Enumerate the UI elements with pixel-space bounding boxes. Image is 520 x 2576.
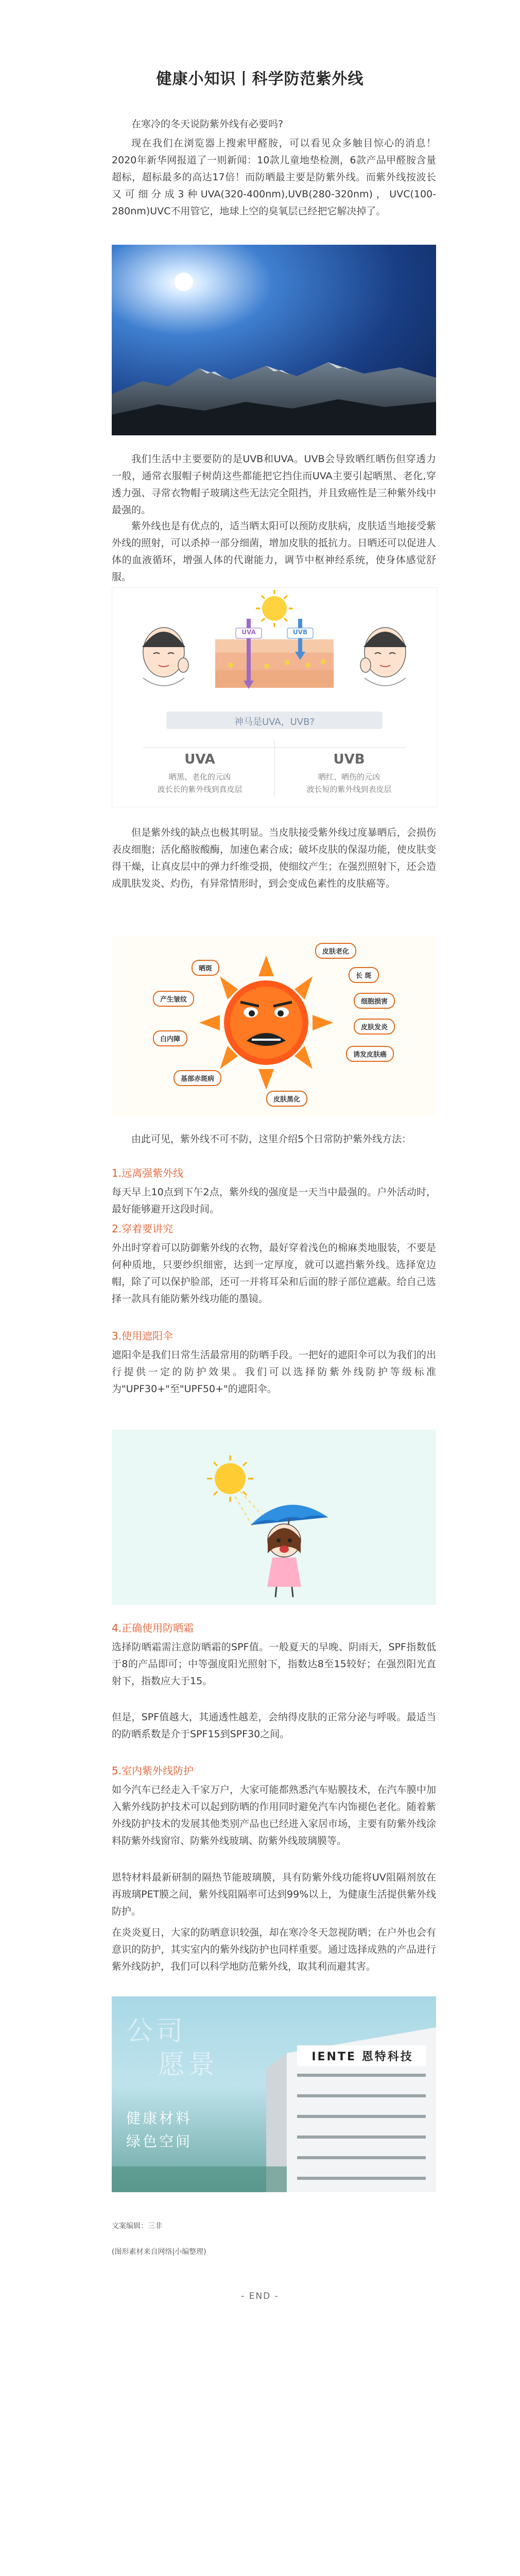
tip-4-text-b: 但是，SPF值越大，其通透性越差，会纳得皮肤的正常分泌与呼吸。最适当的防晒系数是介于SPF15到SPF30之间。 — [112, 1711, 436, 1740]
article-title: 健康小知识丨科学防范紫外线 — [156, 70, 364, 88]
harm-label-cataract: 白内障 — [153, 1030, 187, 1046]
banner-line-1: 健康材料 — [126, 2110, 193, 2127]
uvb-desc-2: 波长短的紫外线到表皮层 — [306, 785, 392, 794]
uvb-title: UVB — [333, 752, 365, 767]
banner-big-1: 公司 — [126, 2016, 186, 2047]
banner-line-2: 绿色空间 — [126, 2133, 193, 2150]
tip-2-text: 外出时穿着可以防御紫外线的衣物，最好穿着浅色的棉麻类地服装，不要是何种质地，只要纱织细密，达到一定厚度，就可以遮挡紫外线。选择宽边帽，除了可以保护脸部，还可一并将耳朵和后面的脖子部位遮蔽。给自己选择一款具有能防紫外线功能的墨镜。 — [112, 1242, 436, 1304]
uva-uvb-figure — [112, 587, 437, 807]
uvb-desc-1: 晒红、晒伤的元凶 — [318, 772, 380, 782]
sky-mountain-photo — [112, 245, 436, 435]
editor-credit: 文案编辑：三非 — [112, 2222, 162, 2230]
tip-2-heading: 2.穿着要讲究 — [112, 1223, 174, 1235]
uva-arrow-label: UVA — [241, 629, 256, 636]
harm-label-cell-damage: 细胞损害 — [354, 993, 395, 1009]
harm-label-wrinkles: 产生皱纹 — [153, 991, 194, 1007]
uvb-arrow-label: UVB — [292, 629, 308, 636]
girl-illustration — [267, 1524, 301, 1597]
tip-1-text: 每天早上10点到下午2点，紫外线的强度是一天当中最强的。户外活动时，最好能够避开这段时间。 — [112, 1187, 436, 1215]
sun-icon — [207, 1455, 253, 1502]
source-note: (图形素材来自网络|小编整理) — [112, 2248, 206, 2256]
paragraph-2: 我们生活中主要要防的是UVB和UVA。UVB会导致晒红晒伤但穿透力一般，通常衣服帽子树荫这些都能把它挡住而UVA主要引起晒黑、老化,穿透力强、寻常衣物帽子玻璃这些无法完全阻挡，并且致癌性是三种紫外线中最强的。 — [112, 453, 436, 516]
tip-5-text-c: 在炎炎夏日，大家的防晒意识较强，却在寒冷冬天忽视防晒；在户外也会有意识的防护，其实室内的紫外线防护也同样重要。通过选择成熟的产品进行紫外线防护，我们可以科学地防范紫外线，取其利而避其害。 — [112, 1927, 436, 1972]
uva-desc-1: 晒黑、老化的元凶 — [168, 772, 231, 782]
uva-desc-2: 波长长的紫外线到真皮层 — [157, 785, 242, 794]
paragraph-4: 但是紫外线的缺点也极其明显。当皮肤接受紫外线过度暴晒后，会损伤表皮细胞；活化酪胺酸酶，加速色素合成；破坏皮肤的保湿功能，使皮肤变得干燥，让真皮层中的弹力纤维受损，使细纹产生；在强烈照射下，还会造成肌肤发炎、灼伤，有异常情形时，到会变成色素性的皮肤癌等。 — [112, 827, 436, 889]
banner-big-2: 愿景 — [158, 2049, 218, 2080]
uv-question: 神马是UVA，UVB? — [234, 717, 315, 727]
uva-title: UVA — [184, 752, 215, 767]
tip-5-text-a: 如今汽车已经走入千家万户，大家可能都熟悉汽车贴膜技术，在汽车膜中加入紫外线防护技术可以起到防晒的作用同时避免汽车内饰褪色老化。随着紫外线防护技术的发展其他类别产品也已经进入家居市场，主要有防紫外线涂料防紫外线窗帘、防紫外线玻璃、防紫外线玻璃膜等。 — [112, 1784, 436, 1846]
harm-label-inflammation: 皮肤发炎 — [354, 1019, 395, 1035]
harm-label-aging: 皮肤老化 — [315, 943, 356, 959]
harm-label-sunburn: 晒斑 — [192, 960, 219, 976]
harm-label-darkening: 皮肤黑化 — [266, 1091, 307, 1107]
tip-5-text-b: 恩特材料最新研制的隔热节能玻璃膜，具有防紫外线功能将UV阻隔剂放在再玻璃PET膜之间，紫外线阻隔率可达到99%以上，为健康生活提供紫外线防护。 — [112, 1872, 436, 1917]
tip-3-heading: 3.使用遮阳伞 — [112, 1330, 174, 1342]
uv-harm-figure — [112, 935, 436, 1115]
end-mark: - END - — [241, 2291, 279, 2301]
building-sign: IENTE 恩特科技 — [311, 2050, 413, 2063]
harm-label-spots: 长 斑 — [349, 967, 379, 983]
tip-5-heading: 5.室内紫外线防护 — [112, 1765, 194, 1777]
tip-3-text: 遮阳伞是我们日常生活最常用的防晒手段。一把好的遮阳伞可以为我们的出行提供一定的防护效果。我们可以选择防紫外线防护等级标准为"UPF30+"至"UPF50+"的遮阳伞。 — [112, 1349, 436, 1395]
tip-4-heading: 4.正确使用防晒霜 — [112, 1622, 194, 1634]
company-banner — [112, 1996, 436, 2192]
face-left-illustration — [142, 628, 188, 686]
harm-label-erythema: 基部赤斑病 — [174, 1070, 221, 1086]
face-right-illustration — [360, 628, 407, 686]
intro-question: 在寒冷的冬天说防紫外线有必要吗? — [131, 118, 284, 130]
tip-4-text-a: 选择防晒霜需注意防晒霜的SPF值。一般夏天的早晚、阴雨天，SPF指数低于8的产品即可；中等强度阳光照射下，指数达8至15较好；在强烈阳光直射下，指数应大于15。 — [112, 1641, 436, 1687]
angry-sun-icon — [199, 956, 333, 1090]
harm-label-skin-cancer: 诱发皮肤癌 — [346, 1046, 394, 1062]
umbrella-illustration — [112, 1430, 436, 1605]
tip-1-heading: 1.远离强紫外线 — [112, 1167, 184, 1179]
sun-icon — [256, 590, 293, 627]
paragraph-1: 现在我们在浏览器上搜索甲醛胺，可以看见众多触目惊心的消息！2020年新华网报道了一则新闻：10款儿童地垫检测，6款产品甲醛胺含量超标，超标最多的高达17倍！而防晒最主要是防紫外线。而紫外线按波长又可细分成3种UVA(320-400nm),UVB(280-320nm)，UVC(100-280nm)UVC不用管它，地球上空的臭氧层已经把它解决掉了。 — [112, 138, 436, 217]
paragraph-5: 由此可见，紫外线不可不防，这里介绍5个日常防护紫外线方法： — [131, 1133, 412, 1145]
paragraph-3: 紫外线也是有优点的，适当晒太阳可以预防皮肤病，皮肤适当地接受紫外线的照射，可以杀掉一部分细菌，增加皮肤的抵抗力。日晒还可以促进人体的血液循环，增强人体的代谢能力，调节中枢神经系统，使身体感觉舒服。 — [112, 520, 436, 583]
